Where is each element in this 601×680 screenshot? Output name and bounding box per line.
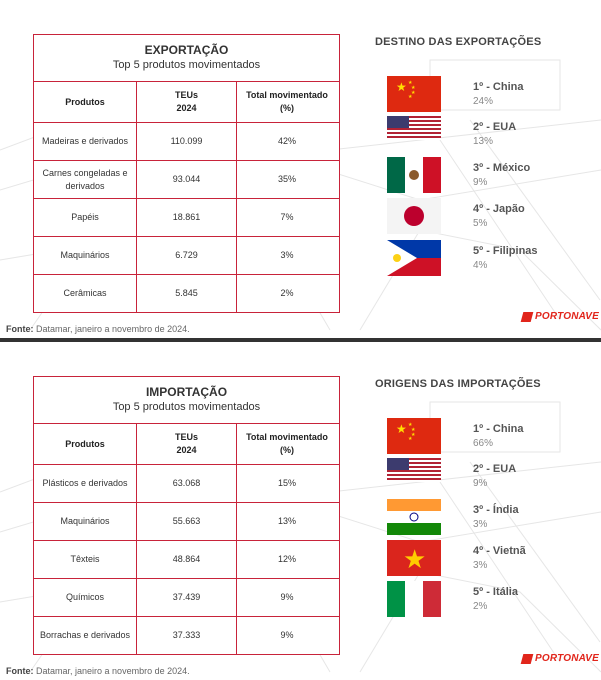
portonave-logo	[522, 653, 599, 664]
china-flag-icon	[387, 76, 441, 112]
country-rank: 4º - Vietnã	[473, 545, 526, 557]
mexico-flag-icon	[387, 157, 441, 193]
portonave-logo	[522, 311, 599, 322]
export-table	[33, 34, 340, 313]
table-row	[34, 237, 339, 275]
country-pct: 2%	[473, 601, 488, 612]
logo-mark-icon	[521, 654, 534, 664]
product-cell: Cerâmicas	[34, 275, 137, 312]
teus-cell: 37.333	[137, 617, 237, 654]
product-cell: Papéis	[34, 199, 137, 236]
source-text: Datamar, janeiro a novembro de 2024.	[36, 324, 190, 334]
export-table-header	[34, 82, 339, 123]
teus-cell: 37.439	[137, 579, 237, 616]
table-row	[34, 275, 339, 312]
country-rank: 4º - Japão	[473, 203, 525, 215]
teus-cell: 110.099	[137, 123, 237, 160]
pct-cell: 12%	[277, 554, 296, 564]
japan-flag-icon	[387, 198, 441, 234]
teus-cell: 6.729	[137, 237, 237, 274]
svg-text:★: ★	[408, 422, 413, 428]
teus-cell: 48.864	[137, 541, 237, 578]
country-rank: 2º - EUA	[473, 121, 517, 133]
logo-mark-icon	[521, 312, 534, 322]
country-rank: 1º - China	[473, 423, 524, 435]
logo-text: PORTONAVE	[535, 653, 600, 664]
country-pct: 13%	[473, 136, 494, 147]
import-table-title-block	[34, 377, 339, 424]
source-text: Datamar, janeiro a novembro de 2024.	[36, 666, 190, 676]
header-total: Total movimentado (%)	[246, 90, 328, 113]
logo-text: PORTONAVE	[535, 311, 600, 322]
country-pct: 24%	[473, 96, 494, 107]
import-title: IMPORTAÇÃO	[145, 385, 228, 399]
import-subtitle: Top 5 produtos movimentados	[112, 401, 261, 413]
country-rank: 5º - Itália	[473, 586, 518, 598]
country-rank: 1º - China	[473, 81, 524, 93]
table-row	[34, 617, 339, 654]
country-pct: 66%	[473, 438, 494, 449]
country-pct: 3%	[473, 519, 488, 530]
pct-cell: 9%	[280, 630, 294, 640]
pct-cell: 2%	[280, 288, 294, 298]
product-cell: Maquinários	[34, 503, 137, 540]
export-subtitle: Top 5 produtos movimentados	[112, 59, 261, 71]
product-cell: Plásticos e derivados	[34, 465, 137, 502]
import-table	[33, 376, 340, 655]
country-rank: 2º - EUA	[473, 463, 517, 475]
country-rank: 3º - Índia	[473, 504, 519, 516]
svg-text:★: ★	[403, 545, 427, 575]
svg-text:★: ★	[396, 80, 407, 94]
vietnam-flag-icon	[387, 540, 441, 576]
product-cell: Borrachas e derivados	[34, 617, 137, 654]
source-note	[6, 666, 190, 676]
header-products: Produtos	[34, 82, 137, 122]
export-table-title-block	[34, 35, 339, 82]
country-pct: 3%	[473, 560, 488, 571]
svg-text:★: ★	[396, 422, 407, 436]
product-cell: Maquinários	[34, 237, 137, 274]
pct-cell: 13%	[277, 516, 296, 526]
svg-text:★: ★	[411, 85, 416, 91]
usa-flag-icon	[387, 458, 441, 494]
table-row	[34, 541, 339, 579]
export-destinations-title: DESTINO DAS EXPORTAÇÕES	[375, 36, 542, 48]
svg-text:★: ★	[411, 432, 416, 438]
teus-cell: 18.861	[137, 199, 237, 236]
table-row	[34, 123, 339, 161]
table-row	[34, 503, 339, 541]
country-pct: 9%	[473, 177, 488, 188]
svg-text:★: ★	[411, 427, 416, 433]
export-title: EXPORTAÇÃO	[144, 43, 229, 57]
china-flag-icon	[387, 418, 441, 454]
svg-text:★: ★	[411, 90, 416, 96]
pct-cell: 9%	[280, 592, 294, 602]
header-products: Produtos	[34, 424, 137, 464]
country-rank: 5º - Filipinas	[473, 245, 538, 257]
country-pct: 4%	[473, 260, 488, 271]
product-cell: Têxteis	[34, 541, 137, 578]
teus-cell: 93.044	[137, 161, 237, 198]
philippines-flag-icon	[387, 240, 441, 276]
svg-text:★: ★	[408, 80, 413, 86]
india-flag-icon	[387, 499, 441, 535]
import-table-header	[34, 424, 339, 465]
country-pct: 9%	[473, 478, 488, 489]
pct-cell: 15%	[277, 478, 296, 488]
product-cell: Madeiras e derivados	[34, 123, 137, 160]
table-row	[34, 579, 339, 617]
usa-flag-icon	[387, 116, 441, 152]
source-note	[6, 324, 190, 334]
header-teus: TEUs 2024	[137, 424, 237, 464]
source-label: Fonte:	[6, 666, 34, 676]
table-row	[34, 465, 339, 503]
table-row	[34, 161, 339, 199]
product-cell: Químicos	[34, 579, 137, 616]
import-origins-title: ORIGENS DAS IMPORTAÇÕES	[375, 378, 541, 390]
pct-cell: 7%	[280, 212, 294, 222]
teus-cell: 55.663	[137, 503, 237, 540]
export-panel	[0, 0, 601, 338]
teus-cell: 63.068	[137, 465, 237, 502]
pct-cell: 35%	[277, 174, 296, 184]
country-rank: 3º - México	[473, 162, 531, 174]
pct-cell: 3%	[280, 250, 294, 260]
teus-cell: 5.845	[137, 275, 237, 312]
source-label: Fonte:	[6, 324, 34, 334]
header-teus: TEUs 2024	[137, 82, 237, 122]
italy-flag-icon	[387, 581, 441, 617]
pct-cell: 42%	[277, 136, 296, 146]
country-pct: 5%	[473, 218, 488, 229]
header-total: Total movimentado (%)	[246, 432, 328, 455]
svg-text:★: ★	[408, 94, 413, 100]
table-row	[34, 199, 339, 237]
import-panel	[0, 342, 601, 680]
product-cell: Carnes congeladas e derivados	[34, 161, 137, 198]
svg-text:★: ★	[408, 436, 413, 442]
